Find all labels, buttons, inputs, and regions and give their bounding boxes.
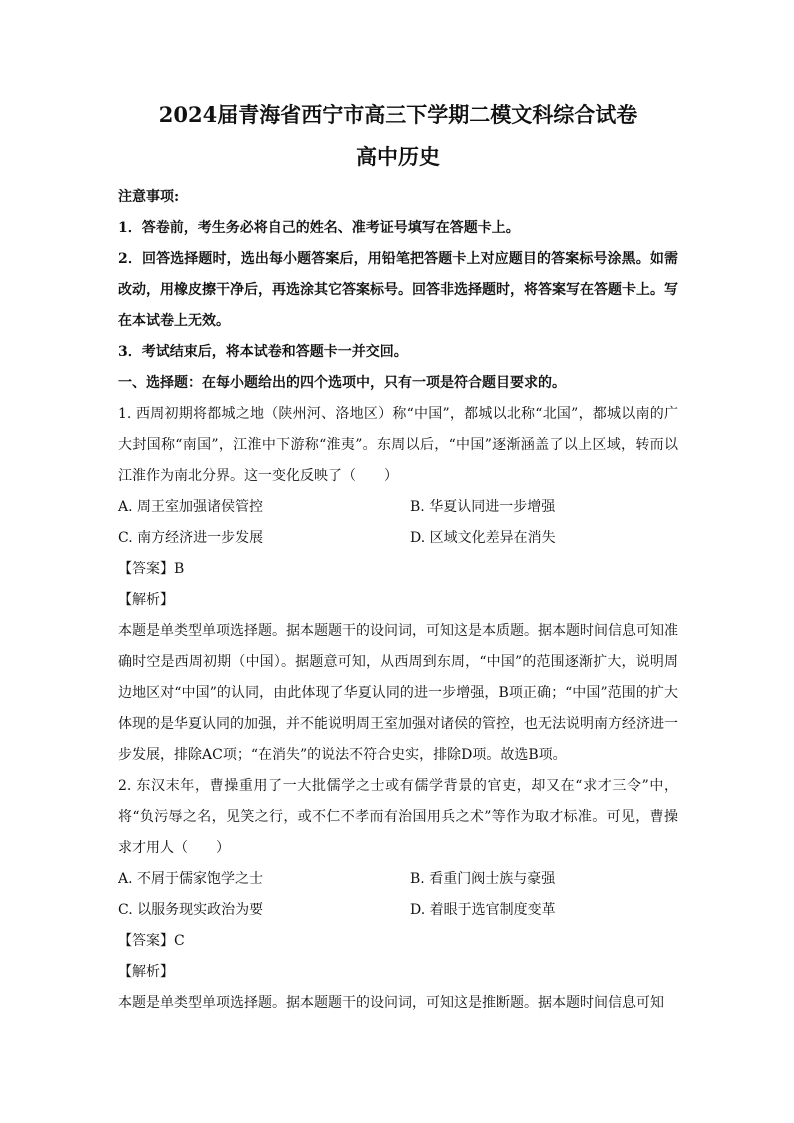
q2-answer: 【答案】C — [118, 933, 185, 949]
page-title: 2024届青海省西宁市高三下学期二模文科综合试卷 — [158, 102, 638, 127]
section-heading-choice: 一、选择题：在每小题给出的四个选项中，只有一项是符合题目要求的。 — [118, 375, 566, 391]
q2-analysis: 本题是单类型单项选择题。据本题题干的设问词，可知这是推断题。据本题时间信息可知 — [118, 995, 664, 1011]
q1-analysis-label: 【解析】 — [118, 592, 174, 608]
q1-stem: 1. 西周初期将都城之地（陕州河、洛地区）称“中国”，都城以北称“北国”，都城以南的广大封国称“南国”，江淮中下游称“淮夷”。东周以后，“中国”逐渐涵盖了以上区域，转而以江淮作为南北分界。这一变化反映了（ ） — [118, 406, 678, 484]
q2-option-c: C. 以服务现实政治为要 — [118, 902, 264, 918]
q1-option-a: A. 周王室加强诸侯管控 — [118, 499, 264, 515]
q1-analysis: 本题是单类型单项选择题。据本题题干的设问词，可知这是本质题。据本题时间信息可知准确时空是西周初期（中国）。据题意可知，从西周到东周，“中国”的范围逐渐扩大，说明周边地区对“中国”的认同，由此体现了华夏认同的进一步增强，B项正确；“中国”范围的扩大体现的是华夏认同的加强，并不能说明周王室加强对诸侯的管控，也无法说明南方经济进一步发展，排除AC项；“在消失”的说法不符合史实，排除D项。故选B项。 — [118, 623, 678, 763]
exam-page — [118, 100, 678, 1019]
note-2: 2．回答选择题时，选出每小题答案后，用铅笔把答题卡上对应题目的答案标号涂黑。如需改动，用橡皮擦干净后，再选涂其它答案标号。回答非选择题时，将答案写在答题卡上。写在本试卷上无效。 — [118, 251, 678, 329]
q2-option-b: B. 看重门阀士族与豪强 — [410, 871, 556, 887]
q2-option-d: D. 着眼于选官制度变革 — [410, 902, 556, 918]
q2-option-a: A. 不屑于儒家饱学之士 — [118, 871, 264, 887]
q2-stem: 2. 东汉末年，曹操重用了一大批儒学之士或有儒学背景的官吏，却又在“求才三令”中，将“负污辱之名，见笑之行，或不仁不孝而有治国用兵之术”等作为取才标准。可见，曹操求才用人（ ） — [118, 778, 678, 856]
q2-analysis-label: 【解析】 — [118, 964, 174, 980]
q1-option-b: B. 华夏认同进一步增强 — [410, 499, 556, 515]
page-subtitle: 高中历史 — [356, 144, 440, 169]
q1-option-c: C. 南方经济进一步发展 — [118, 530, 264, 546]
q1-answer: 【答案】B — [118, 561, 185, 577]
note-1: 1．答卷前，考生务必将自己的姓名、准考证号填写在答题卡上。 — [118, 220, 520, 236]
note-3: 3．考试结束后，将本试卷和答题卡一并交回。 — [118, 344, 408, 360]
notes-header: 注意事项: — [118, 189, 180, 205]
q1-option-d: D. 区域文化差异在消失 — [410, 530, 556, 546]
q2-options — [118, 864, 678, 926]
q1-options — [118, 492, 678, 554]
